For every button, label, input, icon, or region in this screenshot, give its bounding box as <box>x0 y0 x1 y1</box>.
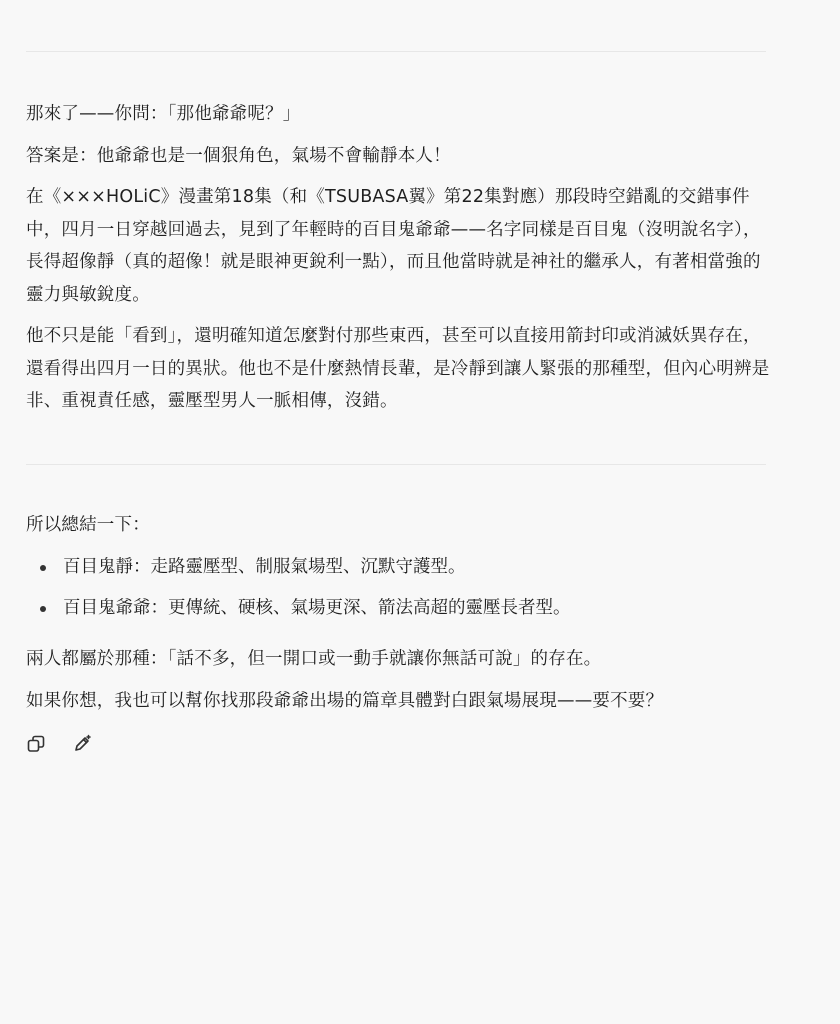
top-divider <box>26 51 766 52</box>
bullet-icon <box>40 606 46 612</box>
paragraph-offer: 如果你想，我也可以幫你找那段爺爺出場的篇章具體對白跟氣場展現——要不要？ <box>26 690 664 711</box>
paragraph-question: 那來了——你問：「那他爺爺呢？」 <box>26 104 301 124</box>
copy-button[interactable] <box>26 734 46 754</box>
paragraph-answer: 答案是：他爺爺也是一個狠角色，氣場不會輸靜本人！ <box>26 145 451 166</box>
edit-button[interactable] <box>72 734 92 754</box>
copy-icon <box>27 735 45 753</box>
list-item-text: 百目鬼爺爺：更傳統、硬核、氣場更深、箭法高超的靈壓長者型。 <box>63 598 571 618</box>
summary-intro <box>26 509 771 542</box>
summary-heading: 所以總結一下： <box>26 515 150 535</box>
list-item <box>26 592 771 633</box>
paragraph-conclusion: 兩人都屬於那種：「話不多，但一開口或一動手就讓你無話可說」的存在。 <box>26 649 602 669</box>
list-item-text: 百目鬼靜：走路靈壓型、制服氣場型、沉默守護型。 <box>63 557 466 577</box>
middle-divider <box>26 464 766 465</box>
edit-icon <box>72 734 92 754</box>
paragraph-grandfather-traits: 他不只是能「看到」，還明確知道怎麼對付那些東西，甚至可以直接用箭封印或消滅妖異存在，還看得出四月一日的異狀。他也不是什麼熱情長輩，是冷靜到讓人緊張的那種型，但內心明辨是非、重視責任感，靈壓型男人一脈相傳，沒錯。 <box>26 326 770 411</box>
summary-list <box>26 551 771 633</box>
bullet-icon <box>40 565 46 571</box>
response-section-top <box>26 98 771 418</box>
list-item <box>26 551 771 592</box>
closing-section <box>26 643 771 717</box>
message-actions <box>26 734 92 754</box>
paragraph-holic-reference: 在《×××HOLiC》漫畫第18集（和《TSUBASA翼》第22集對應）那段時空錯亂的交錯事件中，四月一日穿越回過去，見到了年輕時的百目鬼爺爺——名字同樣是百目鬼（沒明說名字），長得超像靜（真的超像！就是眼神更銳利一點），而且他當時就是神社的繼承人，有著相當強的靈力與敏銳度。 <box>26 187 761 305</box>
